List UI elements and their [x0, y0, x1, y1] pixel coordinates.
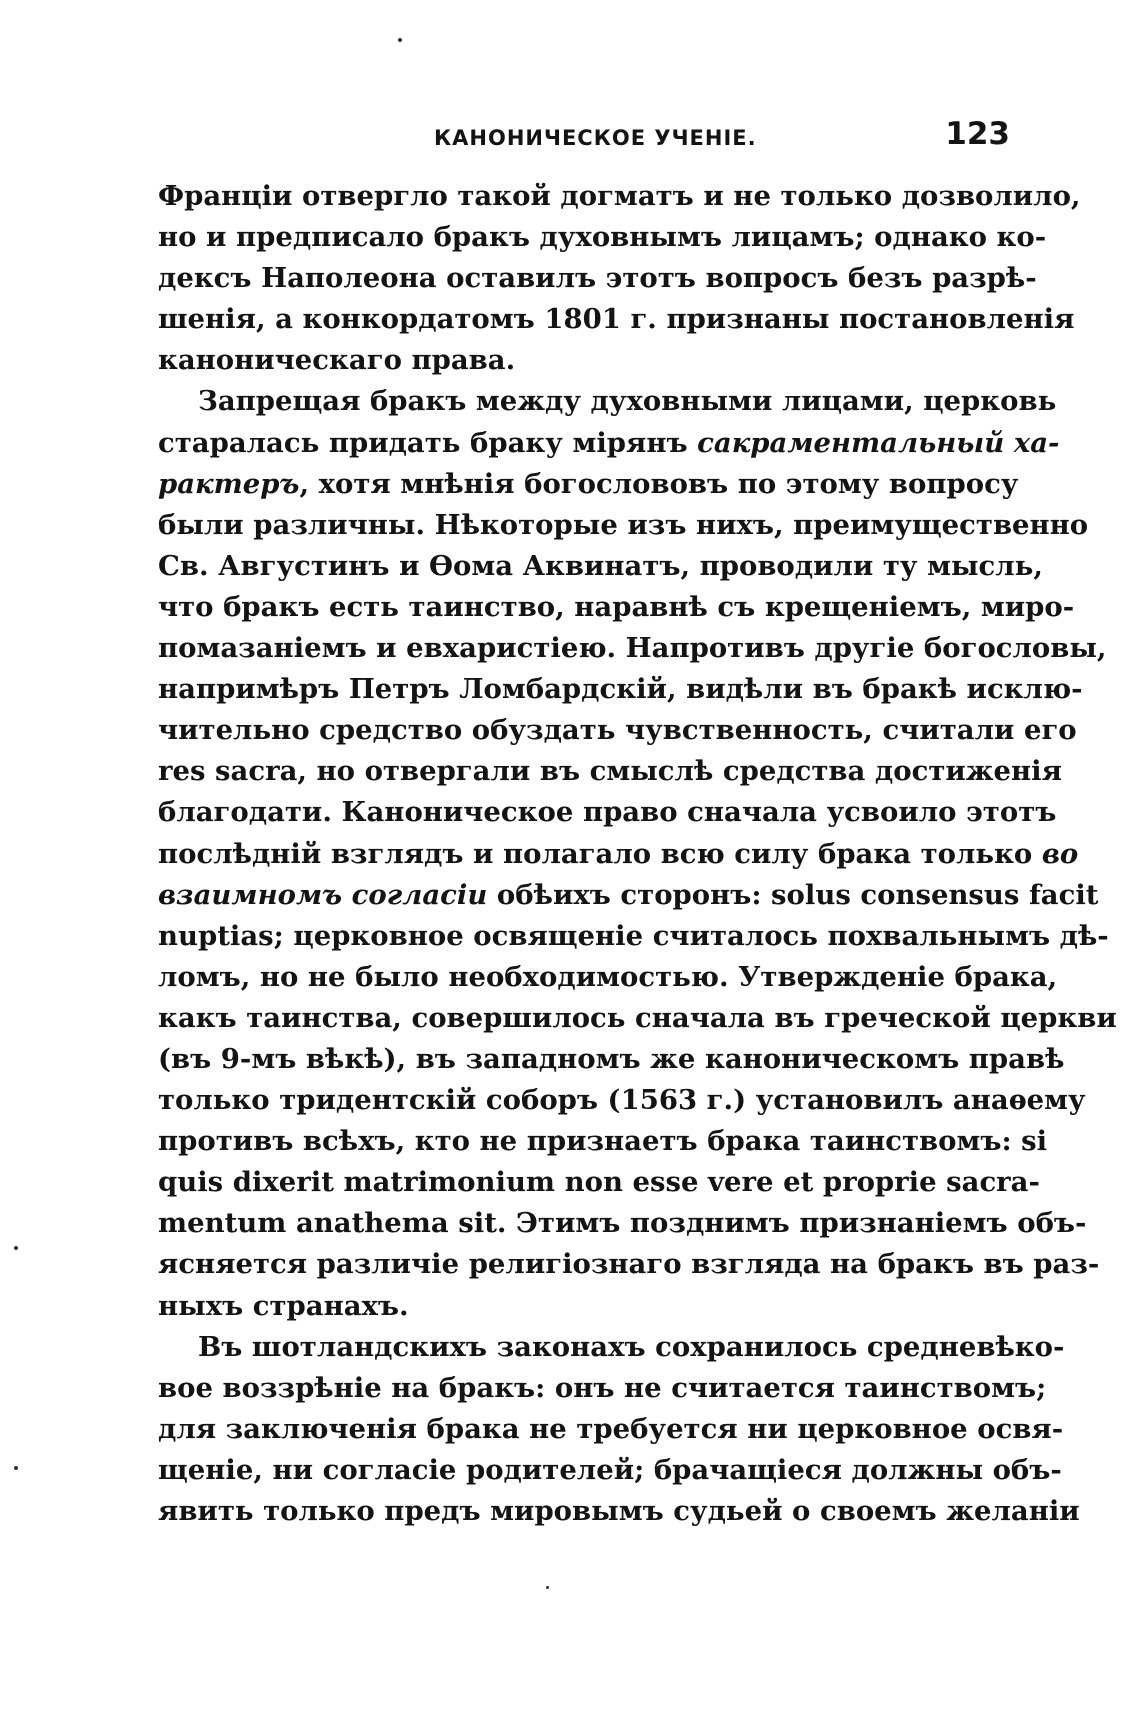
text-line [158, 875, 1099, 916]
text-line: были различны. Нѣкоторые изъ нихъ, преимущественно [158, 508, 1089, 541]
text-line: только тридентскій соборъ (1563 г.) установилъ анаѳему [158, 1084, 1086, 1117]
text-line: вое воззрѣніе на бракъ: онъ не считается таинствомъ; [158, 1371, 1047, 1404]
text-line: явить только предъ мировымъ судьей о своемъ желаніи [158, 1495, 1080, 1527]
text-line: Запрещая бракъ между духовными лицами, церковь [198, 385, 1057, 418]
page-header [158, 116, 1010, 156]
text-line: res sacra, но отвергали въ смыслѣ средства достиженія [158, 755, 1062, 788]
page-number: 123 [945, 116, 1010, 152]
text-line: Въ шотландскихъ законахъ сохранилось средневѣко- [198, 1330, 1065, 1363]
text-line: чительно средство обуздать чувственность, считали его [158, 714, 1077, 747]
text-run: послѣдній взглядъ и полагало всю силу брака только [158, 837, 1042, 870]
text-line: mentum anathema sit. Этимъ позднимъ признаніемъ объ- [158, 1207, 1087, 1240]
text-line: дексъ Наполеона оставилъ этотъ вопросъ безъ разрѣ- [158, 262, 1037, 295]
text-line: ныхъ странахъ. [158, 1289, 409, 1322]
text-line: ясняется различіе религіознаго взгляда на бракъ въ раз- [158, 1248, 1100, 1281]
text-line: Франціи отвергло такой догматъ и не только дозволило, [158, 180, 1081, 212]
text-line: (въ 9-мъ вѣкѣ), въ западномъ же каноническомъ правѣ [158, 1042, 1065, 1075]
italic-text: во [1041, 837, 1079, 870]
scan-speck [14, 1246, 18, 1250]
text-run: обѣихъ сторонъ: solus consensus facit [487, 878, 1099, 911]
text-line: шенія, а конкордатомъ 1801 г. признаны постановленія [158, 303, 1075, 336]
text-line: каноническаго права. [158, 344, 516, 377]
text-line: что бракъ есть таинство, наравнѣ съ крещеніемъ, миро- [158, 590, 1075, 623]
scan-speck [14, 1466, 18, 1470]
text-line [158, 834, 1079, 875]
text-run: старалась придать браку мірянъ [158, 426, 698, 459]
italic-text: взаимномъ согласіи [158, 878, 488, 911]
text-line: помазаніемъ и евхаристіею. Напротивъ другіе богословы, [158, 632, 1107, 665]
running-title: КАНОНИЧЕСКОЕ УЧЕНІЕ. [434, 126, 757, 150]
text-line: quis dixerit matrimonium non esse vere et proprie sacra- [158, 1166, 1040, 1199]
text-run: , хотя мнѣнія богослововъ по этому вопросу [299, 467, 1019, 500]
italic-text: рактеръ [158, 467, 300, 500]
scan-speck [398, 38, 402, 42]
text-line [158, 423, 1060, 464]
text-line: но и предписало бракъ духовнымъ лицамъ; однако ко- [158, 221, 1047, 254]
text-line: щеніе, ни согласіе родителей; брачащіеся должны объ- [158, 1453, 1062, 1486]
text-line: противъ всѣхъ, кто не признаетъ брака таинствомъ: si [158, 1125, 1048, 1158]
text-line: nuptias; церковное освященіе считалось похвальнымъ дѣ- [158, 919, 1109, 952]
body-text [158, 176, 1117, 1532]
text-line: напримѣръ Петръ Ломбардскій, видѣли въ бракѣ исклю- [158, 673, 1083, 706]
text-line: благодати. Каноническое право сначала усвоило этотъ [158, 796, 1057, 829]
text-line: для заключенія брака не требуется ни церковное освя- [158, 1412, 1064, 1445]
text-line: какъ таинства, совершилось сначала въ греческой церкви [158, 1001, 1117, 1034]
italic-text: сакраментальный ха- [697, 426, 1060, 459]
text-line [158, 464, 1019, 505]
scan-speck [546, 1586, 549, 1589]
text-line: ломъ, но не было необходимостью. Утвержденіе брака, [158, 960, 1058, 993]
text-line: Св. Августинъ и Ѳома Аквинатъ, проводили ту мысль, [158, 549, 1043, 582]
